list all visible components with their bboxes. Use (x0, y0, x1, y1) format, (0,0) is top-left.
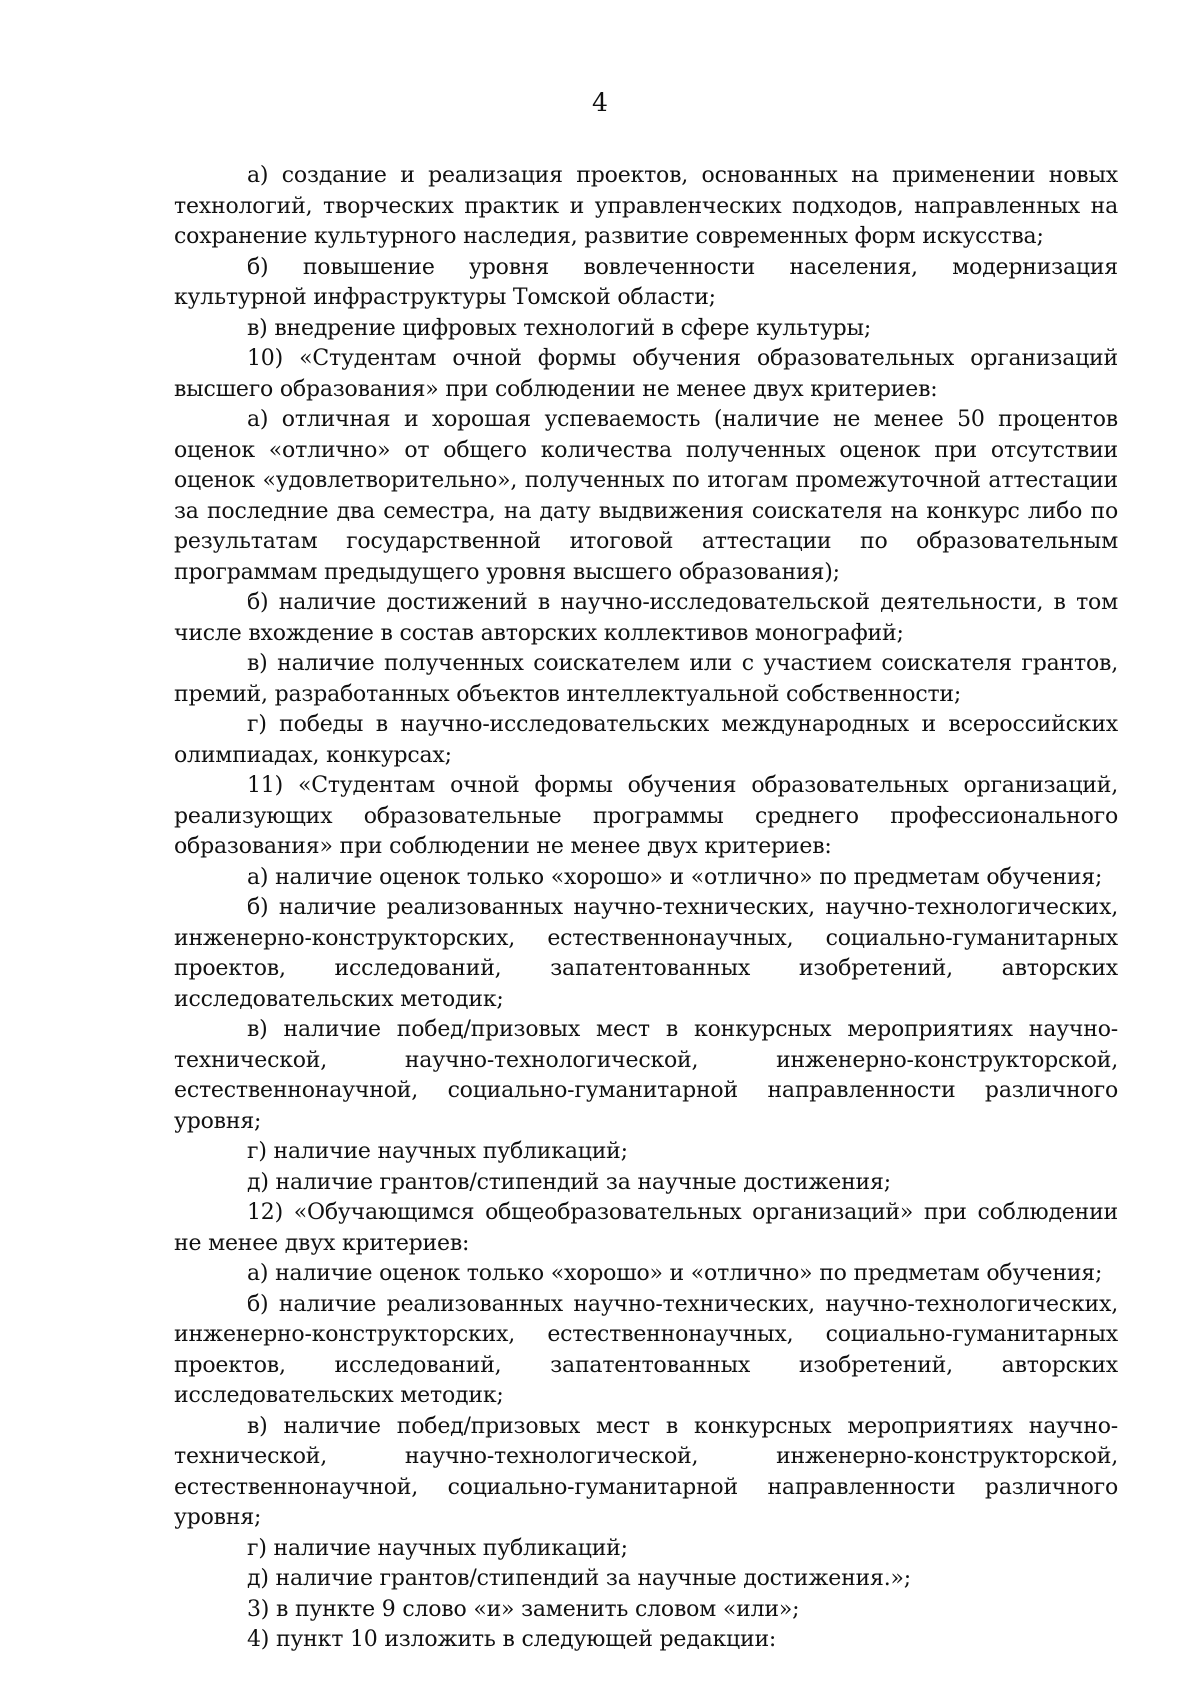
paragraph-12e: д) наличие грантов/стипендий за научные достижения.»; (247, 1566, 911, 1591)
paragraph-11-heading: 11) «Студентам очной формы обучения образовательных организаций, реализующих образовательные программы среднего профессионального образования» при соблюдении не менее двух критериев: (174, 773, 1118, 859)
paragraph-1a-cultural-projects: а) создание и реализация проектов, основанных на применении новых технологий, творческих практик и управленческих подходов, направленных на сохранение культурного наследия, развитие современных форм искусства; (174, 163, 1118, 249)
document-body (174, 161, 1118, 1656)
paragraph-12c: в) наличие побед/призовых мест в конкурсных мероприятиях научно-технической, научно-технологической, инженерно-конструкторской, естественнонаучной, социально-гуманитарной направленности различного уровня; (174, 1413, 1118, 1530)
page-number: 4 (592, 88, 608, 117)
paragraph-1c-digital: в) внедрение цифровых технологий в сфере культуры; (247, 315, 872, 341)
paragraph-12b: б) наличие реализованных научно-технических, научно-технологических, инженерно-конструкторских, естественнонаучных, социально-гуманитарных проектов, исследований, запатентованных изобретений, авторских исследовательских методик; (174, 1291, 1118, 1408)
paragraph-10d: г) победы в научно-исследовательских международных и всероссийских олимпиадах, конкурсах; (174, 712, 1118, 768)
paragraph-11b: б) наличие реализованных научно-технических, научно-технологических, инженерно-конструкторских, естественнонаучных, социально-гуманитарных проектов, исследований, запатентованных изобретений, авторских исследовательских методик; (174, 895, 1118, 1012)
paragraph-11e: д) наличие грантов/стипендий за научные достижения; (247, 1169, 891, 1195)
paragraph-11a: а) наличие оценок только «хорошо» и «отлично» по предметам обучения; (247, 864, 1103, 890)
paragraph-11d: г) наличие научных публикаций; (247, 1139, 628, 1164)
paragraph-11c: в) наличие побед/призовых мест в конкурсных мероприятиях научно-технической, научно-технологической, инженерно-конструкторской, естественнонаучной, социально-гуманитарной направленности различного уровня; (174, 1017, 1118, 1134)
paragraph-3-amendment: 3) в пункте 9 слово «и» заменить словом «или»; (247, 1596, 800, 1622)
paragraph-12-heading: 12) «Обучающимся общеобразовательных организаций» при соблюдении не менее двух критериев: (174, 1200, 1118, 1256)
paragraph-1b-engagement: б) повышение уровня вовлеченности населения, модернизация культурной инфраструктуры Томской области; (174, 254, 1118, 310)
paragraph-10c: в) наличие полученных соискателем или с участием соискателя грантов, премий, разработанных объектов интеллектуальной собственности; (174, 651, 1118, 707)
paragraph-10a: а) отличная и хорошая успеваемость (наличие не менее 50 процентов оценок «отлично» от общего количества полученных оценок при отсутствии оценок «удовлетворительно», полученных по итогам промежуточной аттестации за последние два семестра, на дату выдвижения соискателя на конкурс либо по результатам государственной итоговой аттестации по образовательным программам предыдущего уровня высшего образования); (174, 407, 1118, 585)
paragraph-4-amendment: 4) пункт 10 изложить в следующей редакции: (247, 1627, 777, 1652)
paragraph-12d: г) наличие научных публикаций; (247, 1535, 628, 1561)
paragraph-10b: б) наличие достижений в научно-исследовательской деятельности, в том числе вхождение в состав авторских коллективов монографий; (174, 590, 1118, 646)
paragraph-10-heading: 10) «Студентам очной формы обучения образовательных организаций высшего образования» при соблюдении не менее двух критериев: (174, 346, 1118, 402)
paragraph-12a: а) наличие оценок только «хорошо» и «отлично» по предметам обучения; (247, 1261, 1103, 1286)
